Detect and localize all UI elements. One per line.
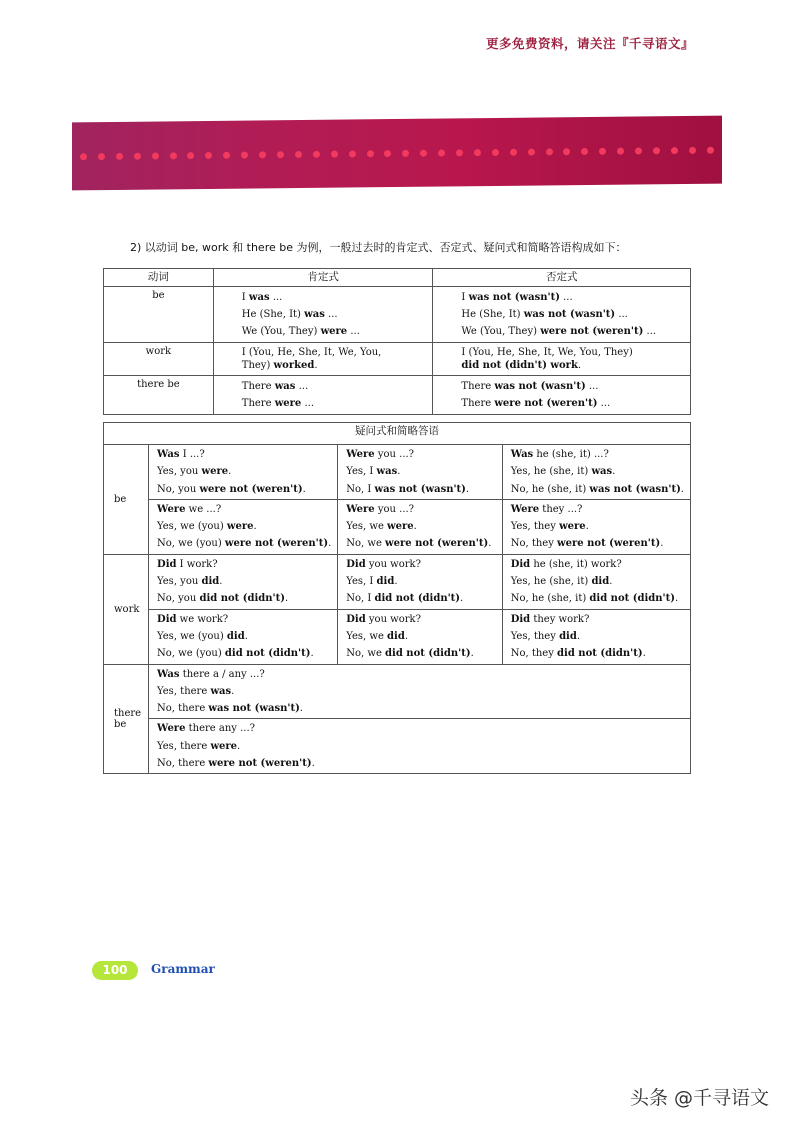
negative-cell	[433, 343, 691, 376]
banner-dot	[492, 149, 499, 156]
line: I (You, He, She, It, We, You, They)	[461, 347, 633, 358]
banner-dot	[134, 153, 141, 160]
qa-cell: Did you work? Yes, we did. No, we did not (didn't).	[338, 609, 502, 664]
banner-dot	[474, 149, 481, 156]
line: They) worked.	[241, 360, 318, 371]
banner-dot	[528, 149, 535, 156]
table-row	[104, 376, 691, 415]
intro-text: 2) 以动词 be, work 和 there be 为例，一般过去时的肯定式、否定式、疑问式和简略答语构成如下：	[130, 241, 627, 254]
line: We (You, They) were not (weren't) ...	[461, 326, 657, 337]
qa-cell: Was there a / any ...? Yes, there was. No, there was not (wasn't).	[149, 664, 691, 719]
verb-label: be	[104, 445, 149, 555]
verb-label: be	[104, 287, 214, 343]
banner-dot	[546, 148, 553, 155]
qa-cell: Was I ...? Yes, you were. No, you were not (weren't).	[149, 445, 338, 500]
line: I was ...	[241, 292, 283, 303]
qa-cell: Were they ...? Yes, they were. No, they were not (weren't).	[502, 499, 690, 554]
header-negative: 否定式	[433, 269, 691, 287]
banner-dot	[367, 150, 374, 157]
banner-dot	[510, 149, 517, 156]
banner-dot	[349, 150, 356, 157]
qa-cell: Were you ...? Yes, I was. No, I was not (wasn't).	[338, 445, 502, 500]
banner-dot	[259, 151, 266, 158]
affirmative-cell	[213, 343, 433, 376]
table-row	[104, 343, 691, 376]
qa-cell: Did I work? Yes, you did. No, you did not (didn't).	[149, 554, 338, 609]
banner-dot	[420, 150, 427, 157]
watermark-text: 头条 @千寻语文	[630, 1087, 770, 1109]
line: did not (didn't) work.	[461, 360, 582, 371]
qa-cell: Were there any ...? Yes, there were. No, there were not (weren't).	[149, 719, 691, 774]
banner-dots	[72, 147, 722, 164]
banner-dot	[617, 148, 624, 155]
line: There was ...	[241, 381, 309, 392]
qa-cell: Did he (she, it) work? Yes, he (she, it) did. No, he (she, it) did not (didn't).	[502, 554, 690, 609]
table-row	[104, 499, 691, 554]
affirmative-cell	[213, 287, 433, 343]
banner-dot	[581, 148, 588, 155]
banner-dot	[223, 152, 230, 159]
banner-dot	[80, 153, 87, 160]
table-row	[104, 664, 691, 719]
header-affirmative: 肯定式	[213, 269, 433, 287]
banner-dot	[599, 148, 606, 155]
banner-dot	[402, 150, 409, 157]
banner-dot	[98, 153, 105, 160]
qa-cell: Did they work? Yes, they did. No, they did not (didn't).	[502, 609, 690, 664]
decorative-banner	[72, 116, 722, 191]
qa-cell: Was he (she, it) ...? Yes, he (she, it) was. No, he (she, it) was not (wasn't).	[502, 445, 690, 500]
banner-dot	[438, 149, 445, 156]
banner-dot	[671, 147, 678, 154]
qa-cell: Were you ...? Yes, we were. No, we were not (weren't).	[338, 499, 502, 554]
negative-cell	[433, 287, 691, 343]
banner-dot	[205, 152, 212, 159]
question-answer-table	[103, 422, 691, 774]
banner-dot	[241, 152, 248, 159]
banner-dot	[331, 151, 338, 158]
table-row	[104, 287, 691, 343]
section-title: Grammar	[151, 962, 215, 976]
table-row	[104, 719, 691, 774]
promo-text: 更多免费资料，请关注『千寻语文』	[485, 36, 694, 51]
qa-cell: Were we ...? Yes, we (you) were. No, we (you) were not (weren't).	[149, 499, 338, 554]
line: He (She, It) was ...	[241, 309, 338, 320]
verb-label: there be	[104, 664, 149, 774]
banner-dot	[295, 151, 302, 158]
table-row	[104, 554, 691, 609]
banner-dot	[456, 149, 463, 156]
negative-cell	[433, 376, 691, 415]
line: There were not (weren't) ...	[461, 398, 611, 409]
table-row	[104, 609, 691, 664]
banner-dot	[313, 151, 320, 158]
banner-dot	[653, 147, 660, 154]
banner-dot	[187, 152, 194, 159]
line: I was not (wasn't) ...	[461, 292, 573, 303]
verb-label: work	[104, 554, 149, 664]
banner-dot	[707, 147, 714, 154]
line: I (You, He, She, It, We, You,	[241, 347, 382, 358]
line: There were ...	[241, 398, 315, 409]
banner-dot	[635, 147, 642, 154]
qa-cell: Did you work? Yes, I did. No, I did not (didn't).	[338, 554, 502, 609]
banner-dot	[116, 153, 123, 160]
line: There was not (wasn't) ...	[461, 381, 599, 392]
verb-label: there be	[104, 376, 214, 415]
banner-dot	[277, 151, 284, 158]
affirmative-cell	[213, 376, 433, 415]
line: He (She, It) was not (wasn't) ...	[461, 309, 628, 320]
banner-dot	[384, 150, 391, 157]
qa-header: 疑问式和简略答语	[104, 423, 691, 445]
banner-dot	[563, 148, 570, 155]
conjugation-table	[103, 268, 691, 415]
banner-dot	[170, 152, 177, 159]
banner-dot	[152, 152, 159, 159]
qa-cell: Did we work? Yes, we (you) did. No, we (you) did not (didn't).	[149, 609, 338, 664]
header-verb: 动词	[104, 269, 214, 287]
banner-dot	[689, 147, 696, 154]
table-row	[104, 445, 691, 500]
verb-label: work	[104, 343, 214, 376]
line: We (You, They) were ...	[241, 326, 360, 337]
page-number-badge: 100	[92, 961, 138, 980]
